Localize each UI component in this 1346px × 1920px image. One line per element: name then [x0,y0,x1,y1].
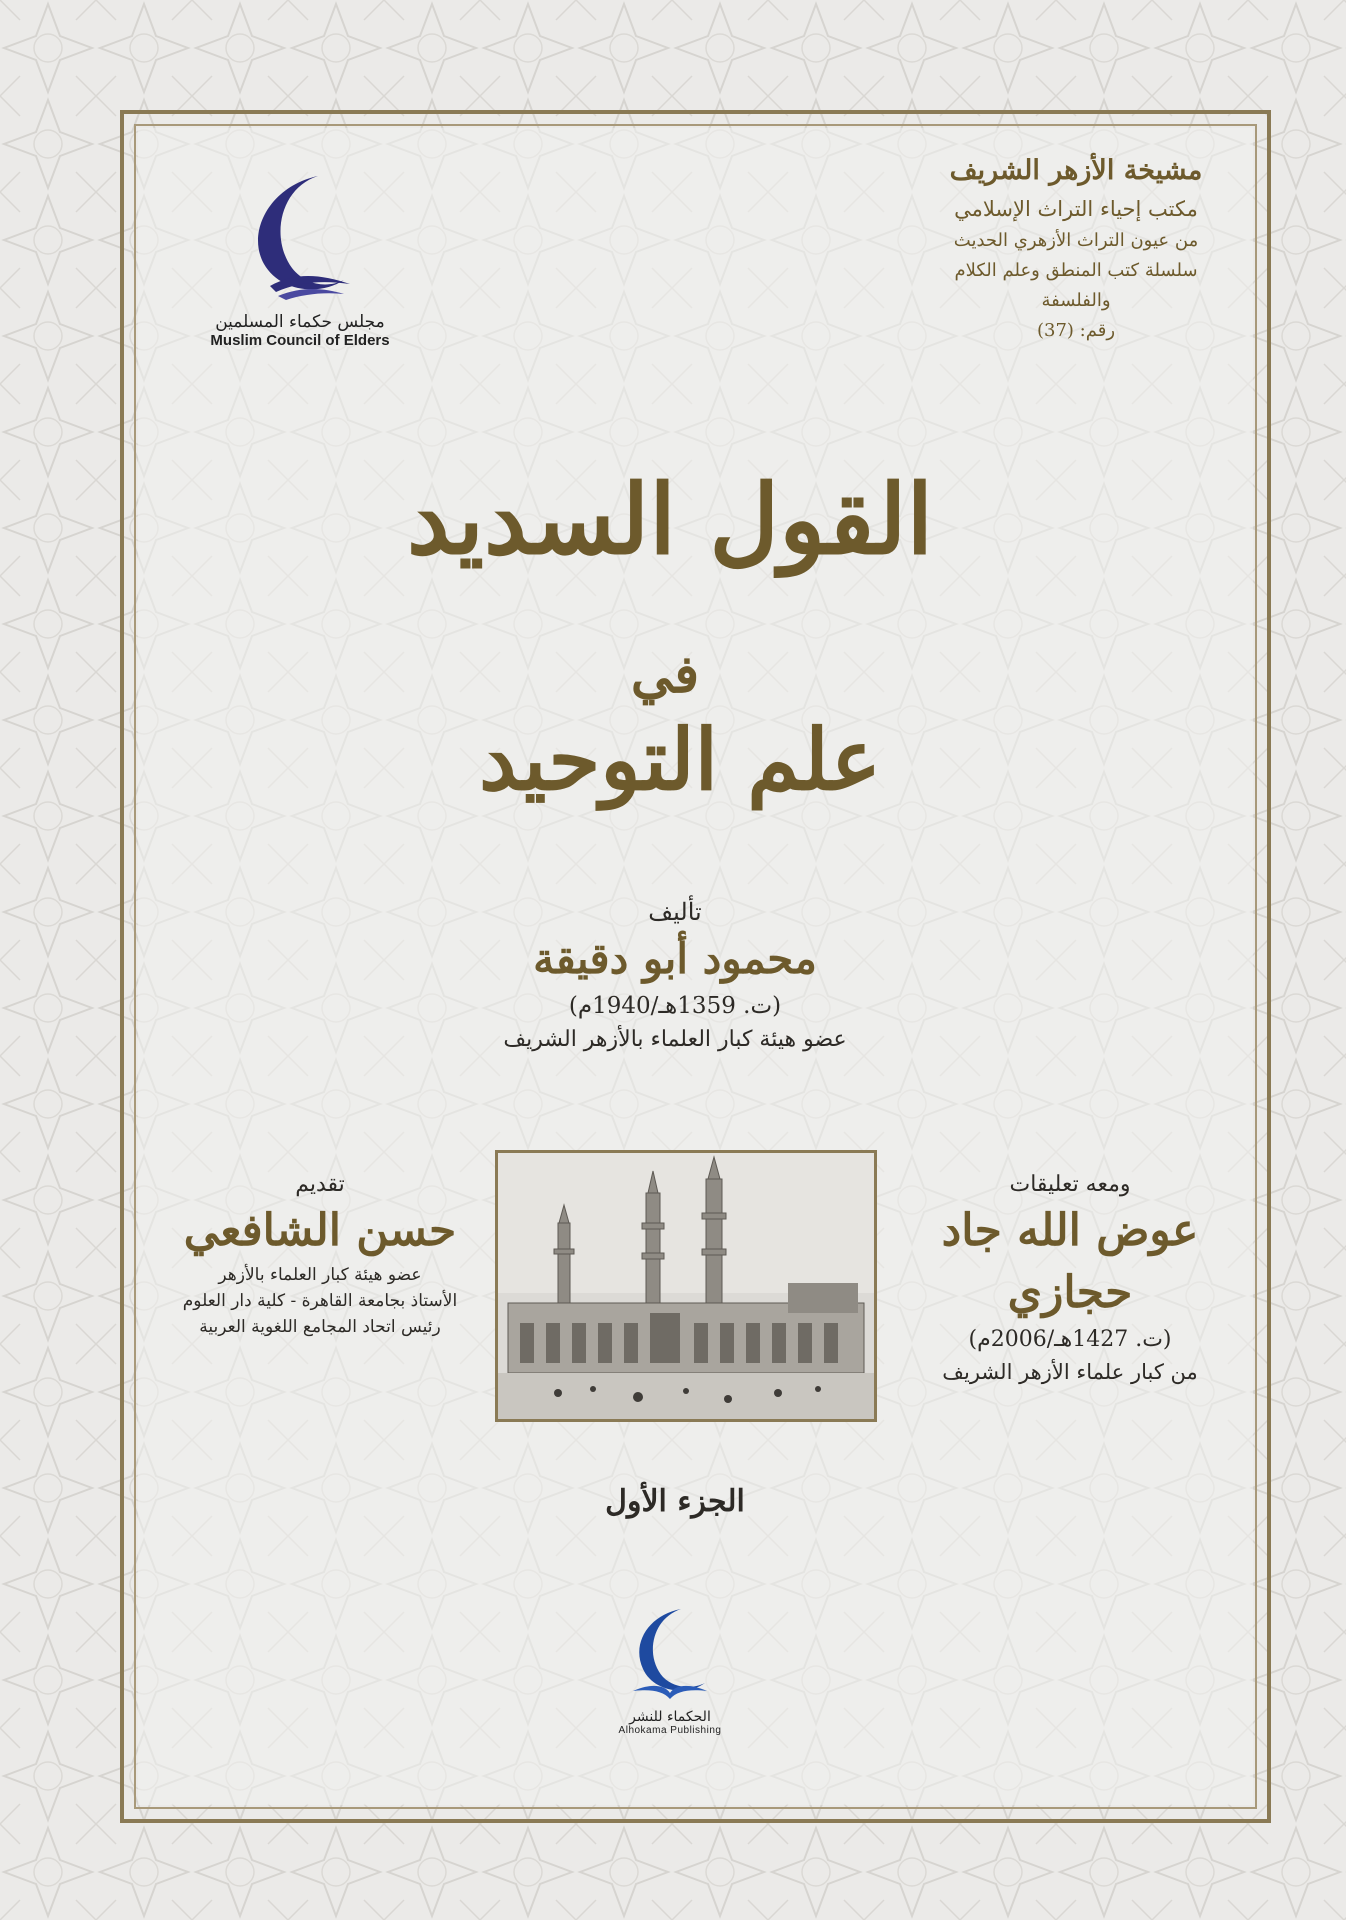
annotations-label: ومعه تعليقات [1009,1172,1131,1197]
book-subtitle: علم التوحيد [478,710,882,809]
crescent-book-icon [615,1605,725,1705]
publisher-bottom-name-ar: الحكماء للنشر [629,1709,711,1725]
series-number: رقم: (37) [1036,320,1116,341]
publisher-name-en: Muslim Council of Elders [210,332,390,349]
publisher-name-ar: مجلس حكماء المسلمين [215,312,385,332]
series-subject: سلسلة كتب المنطق وعلم الكلام والفلسفة [954,260,1198,311]
annotations-role: من كبار علماء الأزهر الشريف [942,1360,1198,1384]
book-title: القول السديد [406,463,934,576]
introduction-role-1: عضو هيئة كبار العلماء بالأزهر [218,1265,422,1285]
series-authority: مشيخة الأزهر الشريف [949,155,1203,186]
series-collection: من عيون التراث الأزهري الحديث [953,230,1199,251]
introduction-role-3: رئيس اتحاد المجامع اللغوية العربية [199,1317,441,1337]
mosque-illustration [498,1153,874,1419]
introduction-block [170,1170,470,1340]
annotations-dates: (ت. 1427هـ/2006م) [968,1327,1172,1352]
annotations-block [900,1170,1240,1388]
introduction-name: حسن الشافعي [183,1205,457,1256]
title-connector: في [630,644,700,705]
mosque-engraving [495,1150,877,1422]
introduction-label: تقديم [295,1172,345,1197]
introduction-role-2: الأستاذ بجامعة القاهرة - كلية دار العلوم [182,1291,458,1311]
author-label: تأليف [648,898,702,926]
series-office: مكتب إحياء التراث الإسلامي [954,197,1198,221]
publisher-bottom-name-en: Alhokama Publishing [618,1725,722,1736]
crescent-icon [240,168,360,308]
author-dates: (ت. 1359هـ/1940م) [568,993,782,1019]
series-block [926,150,1226,346]
author-name: محمود أبو دقيقة [533,934,817,983]
publisher-logo-bottom [585,1605,755,1736]
annotations-name: عوض الله جاد حجازي [941,1205,1199,1318]
volume-label: الجزء الأول [605,1484,745,1519]
author-block [470,895,880,1057]
author-role: عضو هيئة كبار العلماء بالأزهر الشريف [503,1027,847,1052]
publisher-logo-top [180,168,420,349]
